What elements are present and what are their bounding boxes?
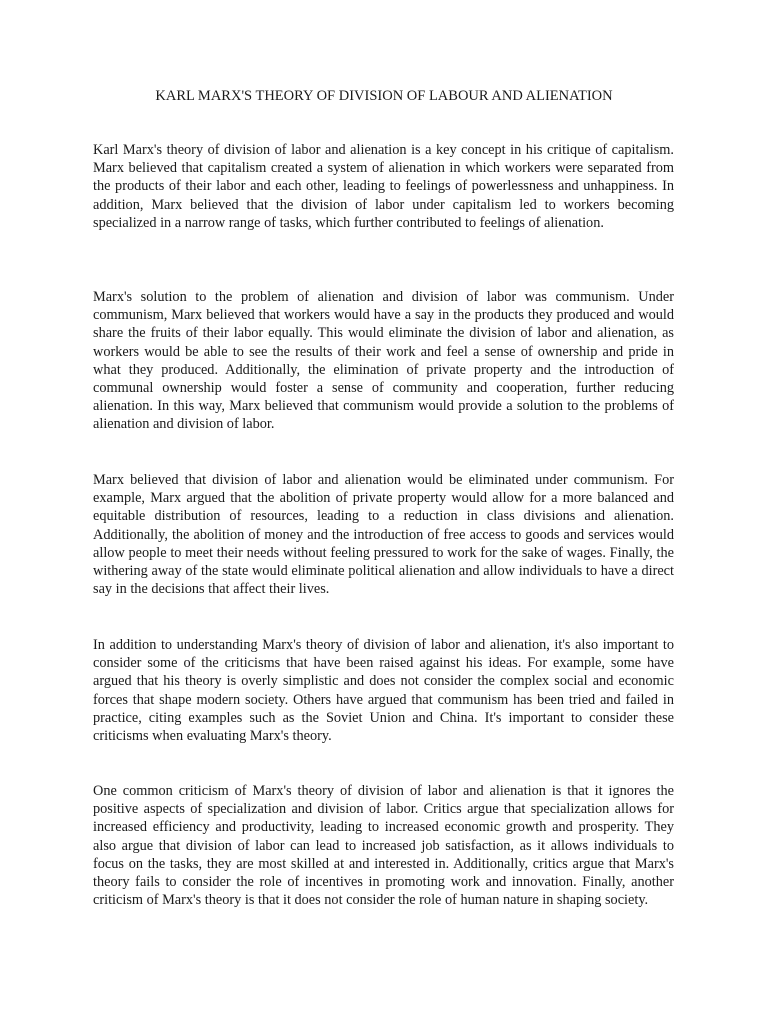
document-title: KARL MARX'S THEORY OF DIVISION OF LABOUR AND ALIENATION bbox=[155, 88, 613, 104]
paragraph-3: Marx believed that division of labor and alienation would be eliminated under communism. For example, Marx argued that the abolition of private property would allow for a more balanced and equitable distribution of resources, leading to a reduction in class divisions and alienation. Additionally, the abolition of money and the introduction of free access to goods and services would allow people to meet their needs without feeling pressured to work for the sake of wages. Finally, the withering away of the state would eliminate political alienation and allow individuals to have a direct say in the decisions that affect their lives. bbox=[93, 472, 674, 598]
paragraph-4: In addition to understanding Marx's theory of division of labor and alienation, it's also important to consider some of the criticisms that have been raised against his ideas. For example, some have argued that his theory is overly simplistic and does not consider the complex social and economic forces that shape modern society. Others have argued that communism has been tried and failed in practice, citing examples such as the Soviet Union and China. It's important to consider these criticisms when evaluating Marx's theory. bbox=[93, 637, 674, 745]
paragraph-5: One common criticism of Marx's theory of division of labor and alienation is that it ignores the positive aspects of specialization and division of labor. Critics argue that specialization allows for increased efficiency and productivity, leading to increased economic growth and prosperity. They also argue that division of labor can lead to increased job satisfaction, as it allows individuals to focus on the tasks, they are most skilled at and interested in. Additionally, critics argue that Marx's theory fails to consider the role of incentives in promoting work and innovation. Finally, another criticism of Marx's theory is that it does not consider the role of human nature in shaping society. bbox=[93, 783, 674, 909]
paragraph-1: Karl Marx's theory of division of labor and alienation is a key concept in his critique of capitalism. Marx believed that capitalism created a system of alienation in which workers were separated from the products of their labor and each other, leading to feelings of powerlessness and unhappiness. In addition, Marx believed that the division of labor under capitalism led to workers becoming specialized in a narrow range of tasks, which further contributed to feelings of alienation. bbox=[93, 142, 674, 231]
paragraph-2: Marx's solution to the problem of alienation and division of labor was communism. Under communism, Marx believed that workers would have a say in the products they produced and would share the fruits of their labor equally. This would eliminate the division of labor and alienation, as workers would be able to see the results of their work and feel a sense of ownership and pride in what they produced. Additionally, the elimination of private property and the introduction of communal ownership would foster a sense of community and cooperation, further reducing alienation. In this way, Marx believed that communism would provide a solution to the problems of alienation and division of labor. bbox=[93, 289, 674, 433]
